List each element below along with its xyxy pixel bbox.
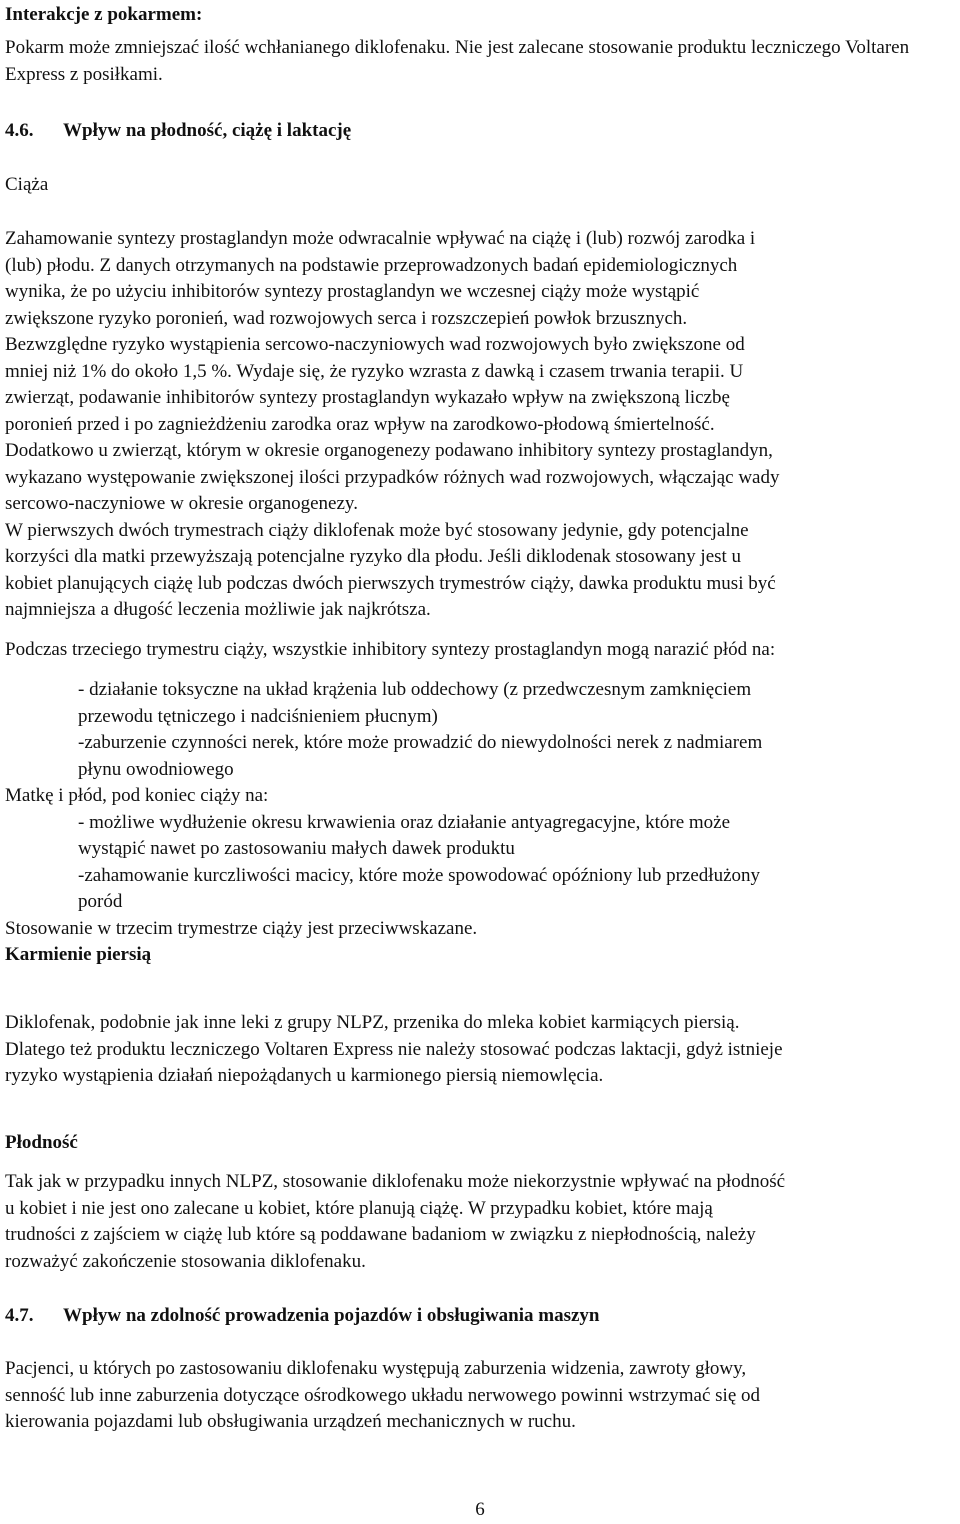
text-line: kierowania pojazdami lub obsługiwania urządzeń mechanicznych w ruchu. <box>5 1411 576 1432</box>
list-item-continued: przewodu tętniczego i nadciśnieniem płucnym) <box>78 705 438 727</box>
fertility-heading: Płodność <box>5 1132 78 1153</box>
list-item-continued: poród <box>78 891 123 912</box>
text-line: W pierwszych dwóch trymestrach ciąży diklofenak może być stosowany jedynie, gdy potencjalne <box>5 519 749 541</box>
section-4-6-heading <box>5 118 957 145</box>
section-number: 4.6. <box>5 120 34 141</box>
risk-list <box>5 677 957 942</box>
text-line: zwierząt, podawanie inhibitorów syntezy prostaglandyn wykazało wpływ na zwiększoną liczbę <box>5 387 730 408</box>
pregnancy-heading: Ciąża <box>5 174 49 195</box>
text-line: poronień przed i po zagnieżdżeniu zarodka oraz wpływ na zarodkowo-płodową śmiertelność. <box>5 413 715 435</box>
text-line: kobiet planujących ciążę lub podczas dwóch pierwszych trymestrów ciąży, dawka produktu musi być <box>5 572 776 594</box>
text-line: najmniejsza a długość leczenia możliwie jak najkrótsza. <box>5 599 431 620</box>
food-interaction-heading: Interakcje z pokarmem: <box>5 4 203 25</box>
breastfeeding-text <box>5 1010 957 1090</box>
text-line: rozważyć zakończenie stosowania diklofenaku. <box>5 1250 366 1272</box>
text-line: Pacjenci, u których po zastosowaniu diklofenaku występują zaburzenia widzenia, zawroty głowy, <box>5 1358 747 1379</box>
driving-text <box>5 1356 957 1436</box>
text-line: u kobiet i nie jest ono zalecane u kobiet, które planują ciążę. W przypadku kobiet, które mają <box>5 1197 713 1219</box>
list-item-continued: płynu owodniowego <box>78 758 234 780</box>
text-line: korzyści dla matki przewyższają potencjalne ryzyko dla płodu. Jeśli diklodenak stosowany jest u <box>5 546 742 567</box>
text-line: ryzyko wystąpienia działań niepożądanych u karmionego piersią niemowlęcia. <box>5 1065 604 1086</box>
text-line: Dodatkowo u zwierząt, którym w okresie organogenezy podawano inhibitory syntezy prostaglandyn, <box>5 440 773 461</box>
food-interaction-text: Pokarm może zmniejszać ilość wchłanianego diklofenaku. Nie jest zalecane stosowanie produktu leczniczego Voltaren Express z posiłkami. <box>5 37 910 85</box>
text-line: Dlatego też produktu leczniczego Voltaren Express nie należy stosować podczas laktacji, gdyż istnieje <box>5 1038 783 1060</box>
text-line: trudności z zajściem w ciążę lub które są poddawane badaniom w związku z niepłodnością, należy <box>5 1224 756 1245</box>
list-item: -zaburzenie czynności nerek, które może prowadzić do niewydolności nerek z nadmiarem <box>78 732 763 753</box>
page-number: 6 <box>475 1499 485 1520</box>
third-trimester-intro: Podczas trzeciego trymestru ciąży, wszystkie inhibitory syntezy prostaglandyn mogą narazić płód na: <box>5 639 776 660</box>
text-line: Bezwzględne ryzyko wystąpienia sercowo-naczyniowych wad rozwojowych było zwiększone od <box>5 334 745 355</box>
section-number: 4.7. <box>5 1305 34 1326</box>
list-item-continued: wystąpić nawet po zastosowaniu małych dawek produktu <box>78 838 515 859</box>
mother-fetus-intro: Matkę i płód, pod koniec ciąży na: <box>5 785 269 806</box>
list-item: - możliwe wydłużenie okresu krwawienia oraz działanie antyagregacyjne, które może <box>78 811 731 833</box>
text-line: wykazano występowanie zwiększonej ilości przypadków różnych wad rozwojowych, włączając wady <box>5 466 780 488</box>
text-line: sercowo-naczyniowe w okresie organogenezy. <box>5 493 358 514</box>
text-line: Diklofenak, podobnie jak inne leki z grupy NLPZ, przenika do mleka kobiet karmiących piersią. <box>5 1012 740 1033</box>
list-item: -zahamowanie kurczliwości macicy, które może spowodować opóźniony lub przedłużony <box>78 864 761 886</box>
contraindication-statement: Stosowanie w trzecim trymestrze ciąży jest przeciwwskazane. <box>5 917 478 939</box>
section-title: Wpływ na zdolność prowadzenia pojazdów i obsługiwania maszyn <box>63 1305 600 1326</box>
section-4-7-heading <box>5 1303 957 1330</box>
text-line: Tak jak w przypadku innych NLPZ, stosowanie diklofenaku może niekorzystnie wpływać na płodność <box>5 1171 786 1192</box>
text-line: wynika, że po użyciu inhibitorów syntezy prostaglandyn we wczesnej ciąży może wystąpić <box>5 281 700 302</box>
text-line: zwiększone ryzyko poronień, wad rozwojowych serca i rozszczepień powłok brzusznych. <box>5 307 688 329</box>
text-line: Zahamowanie syntezy prostaglandyn może odwracalnie wpływać na ciążę i (lub) rozwój zarodka i <box>5 228 756 249</box>
list-item: - działanie toksyczne na układ krążenia lub oddechowy (z przedwczesnym zamknięciem <box>78 679 752 700</box>
pregnancy-text <box>5 226 957 624</box>
breastfeeding-heading: Karmienie piersią <box>5 944 152 965</box>
text-line: senność lub inne zaburzenia dotyczące ośrodkowego układu nerwowego powinni wstrzymać się od <box>5 1384 761 1406</box>
fertility-text <box>5 1169 957 1275</box>
text-line: mniej niż 1% do około 1,5 %. Wydaje się, że ryzyko wzrasta z dawką i czasem trwania terapii. U <box>5 360 744 382</box>
section-title: Wpływ na płodność, ciążę i laktację <box>63 120 352 141</box>
text-line: (lub) płodu. Z danych otrzymanych na podstawie przeprowadzonych badań epidemiologicznych <box>5 254 738 276</box>
